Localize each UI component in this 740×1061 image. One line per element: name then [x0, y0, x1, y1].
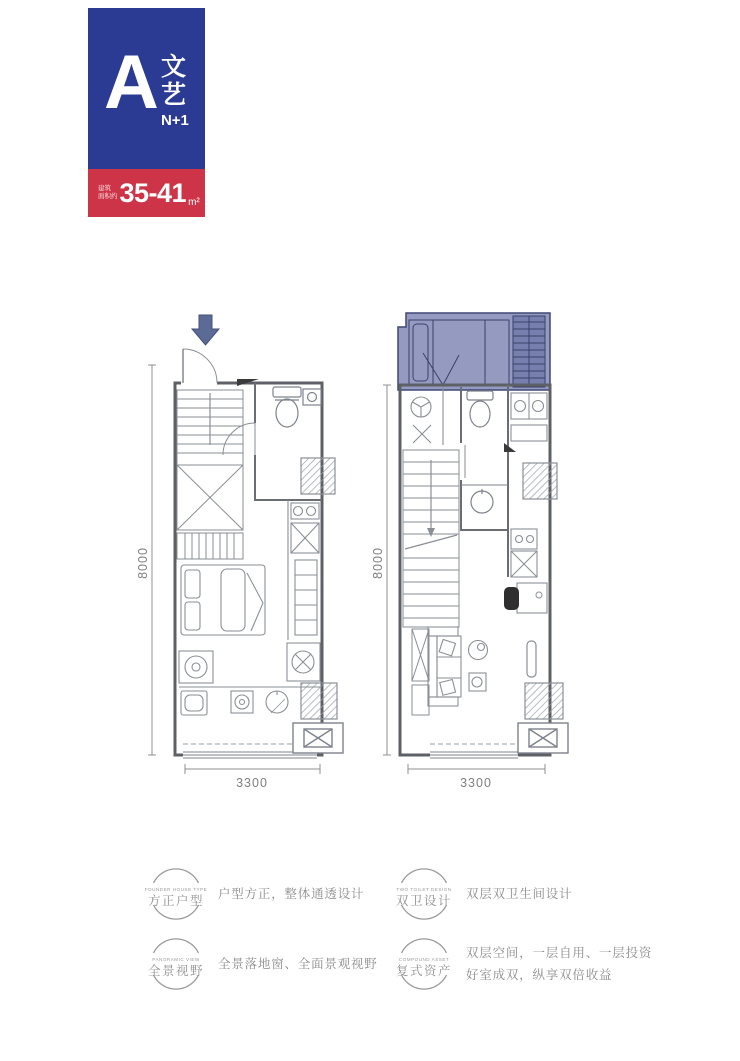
entry-door: [183, 349, 217, 383]
unit-type-name: 文艺: [160, 53, 186, 109]
svg-text:双卫设计: 双卫设计: [395, 894, 453, 908]
svg-text:PANORAMIC VIEW: PANORAMIC VIEW: [152, 957, 200, 962]
ac-platform-icon: [293, 723, 343, 753]
unit-area-prefix: 建筑 面积约: [98, 185, 118, 200]
loft-window: [430, 744, 518, 758]
unit-type-letter: A: [104, 40, 156, 125]
loft-bathroom: [461, 385, 508, 577]
svg-text:复式资产: 复式资产: [395, 964, 453, 978]
svg-text:全景视野: 全景视野: [147, 964, 205, 978]
stove-icon: [511, 529, 537, 577]
loft-bedroom-overlay: [398, 313, 550, 390]
unit-type-suffix: N+1: [160, 112, 189, 129]
shaft-hatch-lower: [301, 683, 337, 719]
loft-ac-platform-icon: [518, 723, 568, 753]
feature-badge-two-toilet: [392, 862, 456, 926]
svg-text:TWO TOILET DESIGN: TWO TOILET DESIGN: [396, 887, 452, 892]
closet-icon: [177, 465, 243, 530]
bathroom-door: [223, 423, 255, 455]
unit-type-badge: [88, 8, 205, 217]
right-plan-dimensions: [383, 385, 545, 774]
entry-arrow-icon: [192, 315, 219, 345]
bathroom-door-wedge: [504, 443, 516, 452]
toilet-icon: [273, 387, 301, 427]
sofa-icon: [428, 627, 461, 706]
desk-chair-icon: [504, 583, 547, 613]
feature-panoramic-view: [144, 932, 378, 996]
loft-shaft-hatch: [523, 463, 557, 499]
unit-area-value: 35-41: [119, 177, 187, 208]
loft-basin-icon: [461, 485, 508, 513]
loft-shaft-hatch-lower: [525, 683, 563, 719]
washing-machine-icon: [179, 651, 213, 683]
wash-basin-icon: [287, 643, 320, 681]
loft-wardrobe-icon: [513, 316, 545, 387]
feature-desc: 全景落地窗、全面景观视野: [218, 957, 378, 971]
loft-staircase: [403, 450, 459, 627]
svg-text:FOUNDER HOUSE TYPE: FOUNDER HOUSE TYPE: [144, 887, 208, 892]
unit-type-blue-panel: [88, 8, 205, 169]
unit-area-unit: m²: [188, 197, 200, 208]
side-wardrobe-icon: [412, 629, 429, 715]
loft-kitchen-sinks: [511, 393, 547, 441]
floorplan-drawings: [125, 295, 625, 805]
svg-text:COMPOUND ASSET: COMPOUND ASSET: [398, 957, 450, 962]
feature-compound-asset: [392, 932, 652, 996]
tv-icon: [527, 641, 536, 677]
wardrobe-rail-icon: [177, 533, 243, 559]
loft-toilet-icon: [467, 391, 493, 427]
feature-badge-panoramic: [144, 932, 208, 996]
svg-text:方正户型: 方正户型: [147, 894, 205, 908]
kitchen-counter: [179, 687, 321, 715]
right-plan-width-dim: 3300: [460, 776, 492, 790]
feature-founder-house-type: [144, 862, 364, 926]
second-floor-plan: [371, 313, 568, 790]
coffee-table-icon: [469, 641, 488, 692]
feature-desc: 双层双卫生间设计: [466, 887, 573, 901]
washer-icon: [411, 387, 443, 445]
kitchen-column: [288, 500, 319, 640]
feature-two-toilet-design: [392, 862, 572, 926]
right-plan-height-dim: 8000: [371, 547, 385, 579]
shaft-hatch-upper: [301, 458, 335, 494]
feature-badge-compound: [392, 932, 456, 996]
first-floor-plan: [136, 315, 343, 790]
left-plan-height-dim: 8000: [136, 547, 150, 579]
staircase: [177, 390, 243, 465]
unit-area-panel: [88, 169, 205, 217]
bathroom-sink-icon: [303, 389, 321, 405]
feature-desc: 双层空间，一层自用、一层投资 好室成双，纵享双倍收益: [466, 946, 653, 982]
feature-badge-founder: [144, 862, 208, 926]
bed-icon: [181, 565, 265, 635]
feature-desc: 户型方正，整体通透设计: [218, 887, 365, 901]
left-plan-width-dim: 3300: [236, 776, 268, 790]
